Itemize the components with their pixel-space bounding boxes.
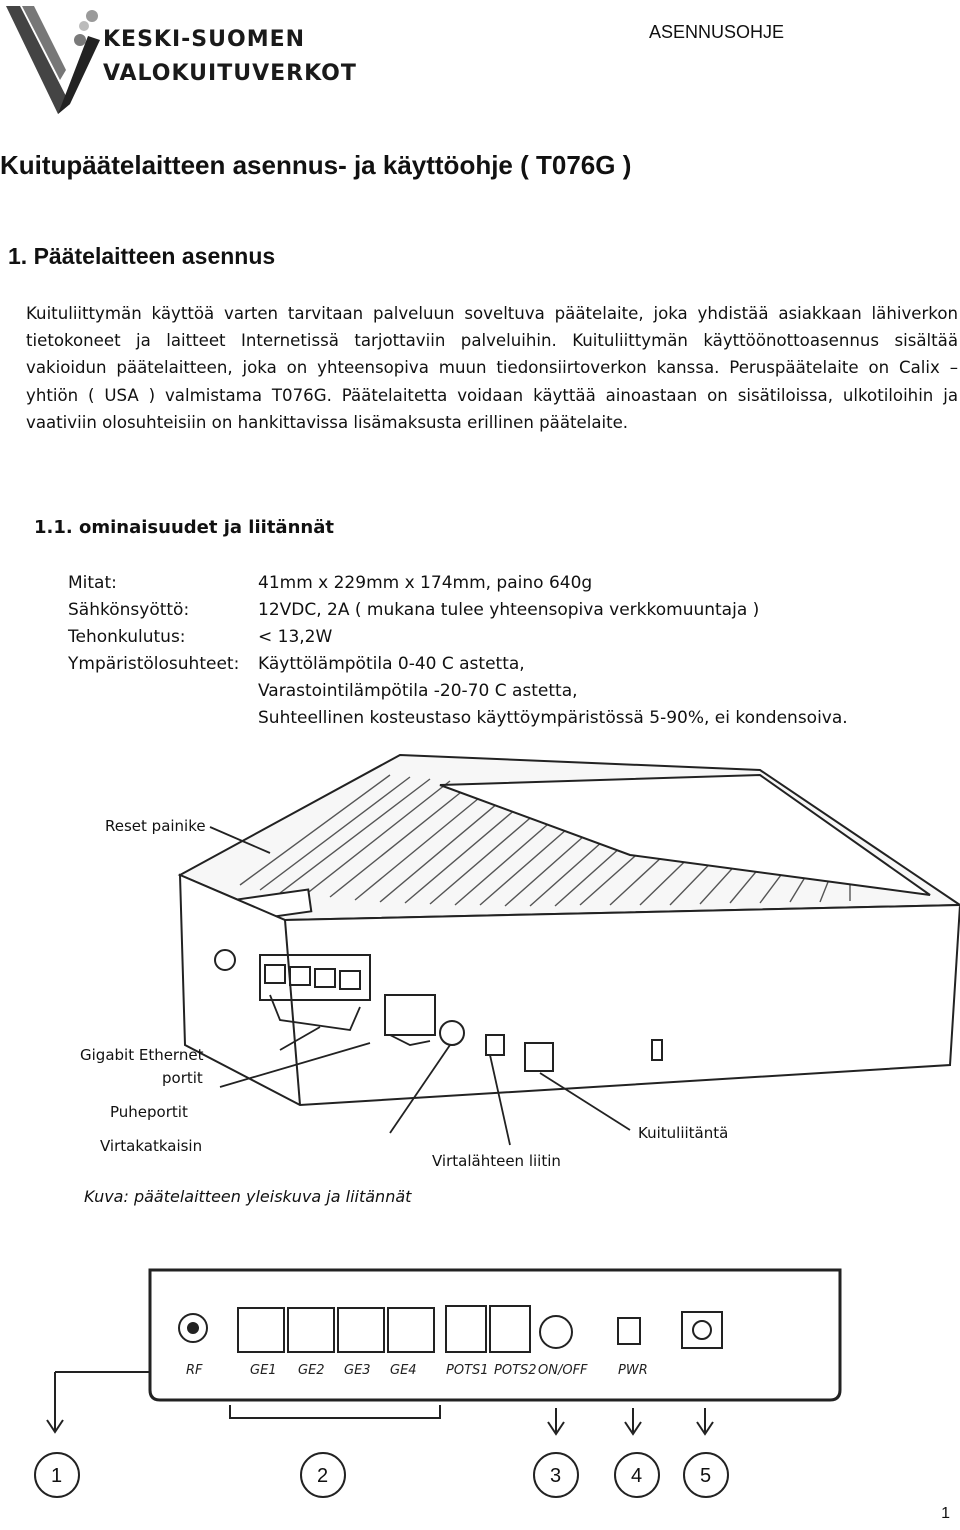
port-label-rf: RF — [186, 1363, 203, 1378]
spec-label-power-consumption: Tehonkulutus: — [68, 627, 186, 647]
brand-name-line1: KESKI-SUOMEN — [103, 27, 306, 52]
label-reset-button: Reset painike — [105, 817, 206, 835]
callout-number-3: 3 — [550, 1465, 562, 1487]
company-logo — [0, 0, 330, 120]
spec-value-dimensions: 41mm x 229mm x 174mm, paino 640g — [258, 573, 593, 593]
port-label-ge3: GE3 — [344, 1363, 371, 1378]
figure-caption: Kuva: päätelaitteen yleiskuva ja liitännät — [84, 1187, 412, 1206]
page-number: 1 — [941, 1505, 950, 1522]
connector-arrows — [47, 1372, 713, 1434]
port-label-ge2: GE2 — [298, 1363, 325, 1378]
intro-paragraph: Kuituliittymän käyttöä varten tarvitaan palveluun soveltuva päätelaite, joka yhdistää asiakkaan lähiverkon tietokoneet ja laitteet Internetissä tarjottaviin palveluihin. Kuituliittymän käyttöönottoasennus sisältää vakioidun päätelaitteen, joka on yhteensopiva muun tiedonsiirtoverkon kanssa. Peruspäätelaite on Calix –yhtiön ( USA ) valmistama T076G. Päätelaitetta voidaan käyttää ainoastaan on sisätiloissa, ulkotiloihin ja vaativiin olosuhteisiin on hankittavissa lisämaksusta erillinen päätelaite. — [26, 304, 958, 432]
spec-label-dimensions: Mitat: — [68, 573, 117, 593]
spec-value-power-supply: 12VDC, 2A ( mukana tulee yhteensopiva verkkomuuntaja ) — [258, 600, 760, 620]
label-phone-ports: Puheportit — [110, 1103, 188, 1121]
back-panel-ports — [179, 1306, 722, 1352]
label-gigabit-ethernet-2: portit — [162, 1069, 203, 1087]
label-gigabit-ethernet-1: Gigabit Ethernet — [80, 1046, 204, 1064]
spec-label-environment: Ympäristölosuhteet: — [68, 654, 240, 674]
spec-value-environment-3: Suhteellinen kosteustaso käyttöympäristössä 5-90%, ei kondensoiva. — [258, 708, 848, 728]
port-label-ge4: GE4 — [390, 1363, 417, 1378]
label-power-switch: Virtakatkaisin — [100, 1137, 203, 1155]
section-title: 1. Päätelaitteen asennus — [8, 243, 276, 269]
brand-name-line2: VALOKUITUVERKOT — [103, 61, 357, 86]
port-label-ge1: GE1 — [250, 1363, 277, 1378]
subsection-title: 1.1. ominaisuudet ja liitännät — [34, 517, 334, 538]
device-overview-figure — [70, 745, 960, 1185]
back-panel-outline — [150, 1270, 840, 1400]
page-title: Kuitupäätelaitteen asennus- ja käyttöohje ( T076G ) — [0, 150, 632, 180]
callout-number-5: 5 — [700, 1465, 712, 1487]
spec-value-power-consumption: < 13,2W — [258, 627, 333, 647]
port-label-on-off: ON/OFF — [538, 1363, 588, 1378]
document-type: ASENNUSOHJE — [648, 22, 784, 42]
label-power-input: Virtalähteen liitin — [432, 1152, 561, 1170]
spec-value-environment-2: Varastointilämpötila -20-70 C astetta, — [258, 681, 578, 701]
callout-number-2: 2 — [317, 1465, 329, 1487]
back-panel-figure — [0, 1250, 960, 1530]
label-fiber-connector: Kuituliitäntä — [638, 1124, 729, 1142]
device-drawing — [180, 755, 960, 1105]
callout-number-4: 4 — [631, 1465, 643, 1487]
callout-number-1: 1 — [51, 1465, 63, 1487]
port-label-pots1: POTS1 — [446, 1363, 489, 1378]
spec-value-environment-1: Käyttölämpötila 0-40 C astetta, — [258, 654, 525, 674]
spec-label-power-supply: Sähkönsyöttö: — [68, 600, 190, 620]
port-label-pots2: POTS2 — [494, 1363, 537, 1378]
port-label-pwr: PWR — [618, 1363, 648, 1378]
